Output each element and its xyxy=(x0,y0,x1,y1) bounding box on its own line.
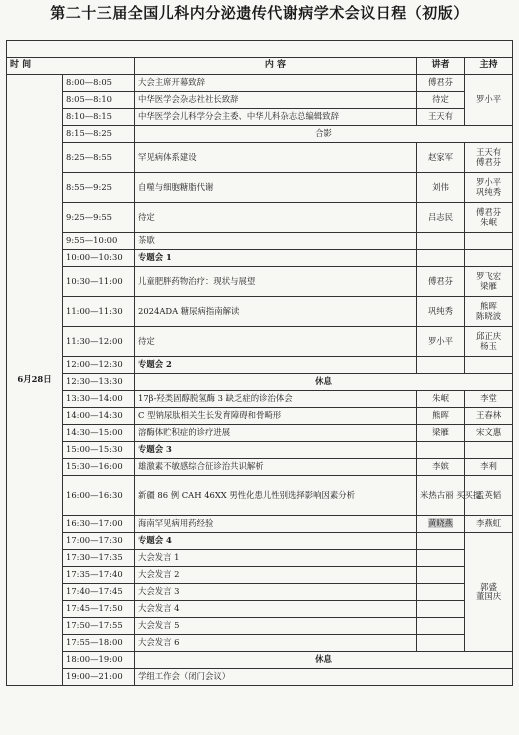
speaker-cell: 熊晖 xyxy=(417,408,465,425)
speaker-cell: 巩纯秀 xyxy=(417,297,465,327)
content-cell: 合影 xyxy=(135,126,513,143)
header-speaker: 讲者 xyxy=(417,58,465,75)
time-cell: 17:30—17:35 xyxy=(63,550,135,567)
table-row xyxy=(7,584,513,601)
session-label: 专题会 4 xyxy=(135,533,417,550)
host-cell: 孟英韬 xyxy=(465,476,513,516)
table-row xyxy=(7,533,513,550)
session-label: 专题会 1 xyxy=(135,250,417,267)
content-cell: 雄激素不敏感综合征诊治共识解析 xyxy=(135,459,417,476)
table-row xyxy=(7,75,513,92)
table-row xyxy=(7,233,513,250)
table-row xyxy=(7,635,513,652)
table-row xyxy=(7,126,513,143)
host-cell: 熊晖 陈晓波 xyxy=(465,297,513,327)
table-row xyxy=(7,357,513,374)
content-cell: 待定 xyxy=(135,203,417,233)
content-cell: 大会发言 4 xyxy=(135,601,417,618)
speaker-cell: 王天有 xyxy=(417,109,465,126)
content-cell: 17β-羟类固醇脱氢酶 3 缺乏症的诊治体会 xyxy=(135,391,417,408)
host-cell: 邱正庆 杨玉 xyxy=(465,327,513,357)
table-row xyxy=(7,442,513,459)
time-cell: 14:30—15:00 xyxy=(63,425,135,442)
host-cell: 李燕虹 xyxy=(465,516,513,533)
table-row xyxy=(7,173,513,203)
table-row xyxy=(7,327,513,357)
speaker-highlight: 黄晓燕 xyxy=(427,518,454,529)
time-cell: 18:00—19:00 xyxy=(63,652,135,669)
table-row xyxy=(7,601,513,618)
time-cell: 17:35—17:40 xyxy=(63,567,135,584)
time-cell: 11:00—11:30 xyxy=(63,297,135,327)
time-cell: 17:55—18:00 xyxy=(63,635,135,652)
content-cell: 大会发言 2 xyxy=(135,567,417,584)
time-cell: 9:55—10:00 xyxy=(63,233,135,250)
speaker-cell: 赵家军 xyxy=(417,143,465,173)
time-cell: 9:25—9:55 xyxy=(63,203,135,233)
content-cell: 自噬与细胞糖脂代谢 xyxy=(135,173,417,203)
time-cell: 8:55—9:25 xyxy=(63,173,135,203)
content-cell: 中华医学会杂志社社长致辞 xyxy=(135,92,417,109)
content-cell: 新疆 86 例 CAH 46XX 男性化患儿性别选择影响因素分析 xyxy=(135,476,417,516)
time-cell: 16:00—16:30 xyxy=(63,476,135,516)
table-row xyxy=(7,567,513,584)
content-cell: 溶酶体贮积症的诊疗进展 xyxy=(135,425,417,442)
content-cell: 罕见病体系建设 xyxy=(135,143,417,173)
content-cell: 大会发言 6 xyxy=(135,635,417,652)
table-row xyxy=(7,391,513,408)
time-cell: 19:00—21:00 xyxy=(63,669,135,686)
time-cell: 13:30—14:00 xyxy=(63,391,135,408)
host-cell: 罗飞宏 梁雁 xyxy=(465,267,513,297)
session-label: 专题会 3 xyxy=(135,442,417,459)
host-cell: 李堂 xyxy=(465,391,513,408)
table-row xyxy=(7,652,513,669)
host-cell: 王春林 xyxy=(465,408,513,425)
table-row xyxy=(7,297,513,327)
host-cell: 罗小平 巩纯秀 xyxy=(465,173,513,203)
speaker-cell: 朱岷 xyxy=(417,391,465,408)
host-cell: 李利 xyxy=(465,459,513,476)
table-row xyxy=(7,516,513,533)
content-cell: C 型钠尿肽相关生长发育障碍和骨畸形 xyxy=(135,408,417,425)
speaker-cell xyxy=(417,516,465,533)
time-cell: 15:30—16:00 xyxy=(63,459,135,476)
speaker-cell: 米热古丽 买买提 xyxy=(417,476,465,516)
table-row xyxy=(7,143,513,173)
table-row xyxy=(7,618,513,635)
blank-row xyxy=(7,41,513,58)
speaker-cell: 傅君芬 xyxy=(417,75,465,92)
session-label: 专题会 2 xyxy=(135,357,417,374)
host-cell: 罗小平 xyxy=(465,75,513,126)
time-cell: 10:30—11:00 xyxy=(63,267,135,297)
time-cell: 17:00—17:30 xyxy=(63,533,135,550)
table-row xyxy=(7,250,513,267)
time-cell: 8:05—8:10 xyxy=(63,92,135,109)
time-cell: 8:15—8:25 xyxy=(63,126,135,143)
table-row xyxy=(7,408,513,425)
table-row xyxy=(7,425,513,442)
content-cell: 2024ADA 糖尿病指南解读 xyxy=(135,297,417,327)
speaker-cell: 梁雁 xyxy=(417,425,465,442)
table-row xyxy=(7,203,513,233)
time-cell: 16:30—17:00 xyxy=(63,516,135,533)
header-time: 时 间 xyxy=(7,58,135,75)
table-row xyxy=(7,476,513,516)
content-cell: 大会主席开幕致辞 xyxy=(135,75,417,92)
content-cell: 大会发言 1 xyxy=(135,550,417,567)
table-row xyxy=(7,374,513,391)
content-cell: 儿童肥胖药物治疗：现状与展望 xyxy=(135,267,417,297)
host-cell: 王天有 傅君芬 xyxy=(465,143,513,173)
content-cell: 大会发言 3 xyxy=(135,584,417,601)
time-cell: 17:45—17:50 xyxy=(63,601,135,618)
time-cell: 14:00—14:30 xyxy=(63,408,135,425)
time-cell: 8:00—8:05 xyxy=(63,75,135,92)
content-cell: 学组工作会（闭门会议） xyxy=(135,669,513,686)
speaker-cell: 罗小平 xyxy=(417,327,465,357)
table-row xyxy=(7,92,513,109)
speaker-cell: 李嫔 xyxy=(417,459,465,476)
date-cell: 6月28日 xyxy=(7,75,63,686)
table-row xyxy=(7,459,513,476)
time-cell: 17:50—17:55 xyxy=(63,618,135,635)
time-cell: 12:00—12:30 xyxy=(63,357,135,374)
schedule-table xyxy=(6,40,513,686)
table-row xyxy=(7,550,513,567)
host-cell: 宋文惠 xyxy=(465,425,513,442)
speaker-cell: 傅君芬 xyxy=(417,267,465,297)
time-cell: 11:30—12:00 xyxy=(63,327,135,357)
content-cell: 茶歇 xyxy=(135,233,417,250)
table-row xyxy=(7,267,513,297)
page-title: 第二十三届全国儿科内分泌遗传代谢病学术会议日程（初版） xyxy=(50,4,469,22)
content-cell: 中华医学会儿科学分会主委、中华儿科杂志总编辑致辞 xyxy=(135,109,417,126)
time-cell: 12:30—13:30 xyxy=(63,374,135,391)
break-label: 休息 xyxy=(135,652,513,669)
break-label: 休息 xyxy=(135,374,513,391)
header-row xyxy=(7,58,513,75)
speaker-cell: 刘伟 xyxy=(417,173,465,203)
table-row xyxy=(7,109,513,126)
time-cell: 8:10—8:15 xyxy=(63,109,135,126)
header-content: 内 容 xyxy=(135,58,417,75)
time-cell: 15:00—15:30 xyxy=(63,442,135,459)
host-cell: 傅君芬 朱岷 xyxy=(465,203,513,233)
content-cell: 大会发言 5 xyxy=(135,618,417,635)
time-cell: 8:25—8:55 xyxy=(63,143,135,173)
content-cell: 海南罕见病用药经验 xyxy=(135,516,417,533)
header-host: 主持 xyxy=(465,58,513,75)
content-cell: 待定 xyxy=(135,327,417,357)
speaker-cell: 待定 xyxy=(417,92,465,109)
time-cell: 17:40—17:45 xyxy=(63,584,135,601)
time-cell: 10:00—10:30 xyxy=(63,250,135,267)
speaker-cell: 吕志民 xyxy=(417,203,465,233)
table-row xyxy=(7,669,513,686)
host-cell: 郭盛 董国庆 xyxy=(465,533,513,652)
